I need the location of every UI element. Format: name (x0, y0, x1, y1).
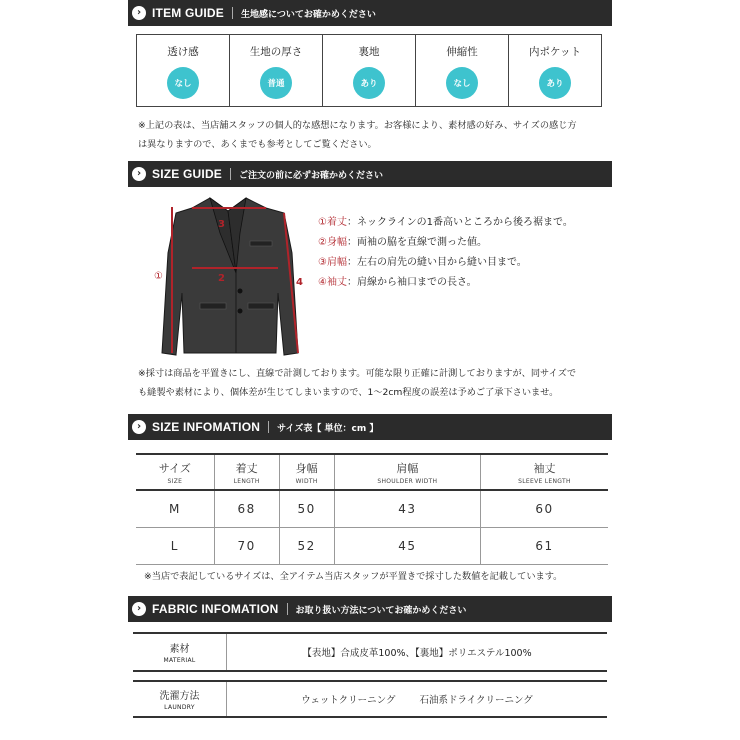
table-cell: 68 (214, 490, 279, 527)
table-cell: 50 (279, 490, 334, 527)
header-cell: 着丈 LENGTH (214, 454, 279, 490)
measure-label-4: 4 (296, 277, 303, 288)
laundry-value (227, 682, 607, 716)
legend-item (318, 273, 573, 293)
guide-cell (137, 35, 230, 106)
legend-key: ①着丈 (318, 217, 347, 228)
note-line: は異なりますので、あくまでも参考としてご覧ください。 (138, 139, 377, 150)
legend-desc: ：両袖の脇を直線で測った値。 (346, 237, 487, 248)
material-label (133, 634, 227, 670)
guide-label: 内ポケット (529, 46, 581, 58)
legend-item (318, 213, 573, 233)
table-cell: L (136, 527, 214, 564)
guide-value-badge: 普通 (260, 67, 292, 99)
item-guide-header (128, 0, 612, 26)
section-subtitle: ご注文の前に必ずお確かめください (239, 170, 384, 181)
label-en: LAUNDRY (164, 704, 195, 711)
laundry-row (133, 680, 607, 718)
size-table (136, 453, 608, 565)
guide-cell (323, 35, 416, 106)
header-cell: 袖丈 SLEEVE LENGTH (480, 454, 608, 490)
measure-label-1: ① (154, 271, 163, 282)
divider (287, 603, 288, 615)
section-subtitle: お取り扱い方法についてお確かめください (295, 605, 467, 616)
divider (232, 7, 233, 19)
table-cell: 45 (334, 527, 480, 564)
size-info-header (128, 414, 612, 440)
material-row (133, 634, 607, 672)
value-text: 【表地】合成皮革100%、【裏地】ポリエステル100% (302, 648, 532, 659)
table-cell: 52 (279, 527, 334, 564)
note-line: も縫製や素材により、個体差が生じてしまいますので、1〜2cm程度の誤差は予めご了承下さいませ。 (138, 387, 559, 398)
size-guide-header (128, 161, 612, 187)
size-table-note: ※当店で表記しているサイズは、全アイテム当店スタッフが平置きで採寸した数値を記載しています。 (144, 571, 563, 582)
value-text: ウェットクリーニング (301, 695, 396, 706)
table-header-row (136, 454, 608, 490)
guide-value-badge: あり (539, 67, 571, 99)
note-line: ※上記の表は、当店舗スタッフの個人的な感想になります。お客様により、素材感の好み、サイズの感じ方 (138, 120, 577, 131)
jacket-illustration (150, 193, 310, 365)
measure-label-2: 2 (218, 273, 225, 284)
guide-cell (509, 35, 601, 106)
guide-label: 生地の厚さ (249, 46, 303, 58)
label-en: MATERIAL (163, 657, 196, 664)
value-text: 石油系ドライクリーニング (419, 695, 533, 706)
table-cell: 61 (480, 527, 608, 564)
note-line: ※採寸は商品を平置きにし、直線で計測しております。可能な限り正確に計測しておりますが、同サイズで (138, 368, 577, 379)
size-guide-legend (318, 213, 573, 293)
section-subtitle: 生地感についてお確かめください (241, 9, 376, 20)
chevron-right-icon: › (132, 602, 146, 616)
guide-cell (416, 35, 509, 106)
section-title: SIZE GUIDE (152, 167, 223, 181)
header-cell: 肩幅 SHOULDER WIDTH (334, 454, 480, 490)
chevron-right-icon: › (132, 6, 146, 20)
guide-value-badge: なし (167, 67, 199, 99)
table-row (136, 527, 608, 564)
section-title: SIZE INFOMATION (152, 420, 261, 434)
divider (230, 168, 231, 180)
legend-desc: ：肩線から袖口までの長さ。 (346, 277, 477, 288)
legend-desc: ：左右の肩先の縫い目から縫い目まで。 (346, 257, 527, 268)
legend-key: ③肩幅 (318, 257, 347, 268)
header-cell: 身幅 WIDTH (279, 454, 334, 490)
divider (268, 421, 269, 433)
measure-label-3: 3 (218, 219, 225, 230)
section-subtitle: サイズ表【 単位：cm 】 (277, 423, 379, 434)
table-row (136, 490, 608, 527)
label-jp: 洗濯方法 (159, 691, 200, 702)
guide-value-badge: なし (446, 67, 478, 99)
guide-label: 裏地 (358, 46, 380, 58)
fabric-table (133, 632, 607, 718)
legend-key: ④袖丈 (318, 277, 347, 288)
table-cell: 43 (334, 490, 480, 527)
legend-item (318, 233, 573, 253)
laundry-label (133, 682, 227, 716)
legend-key: ②身幅 (318, 237, 347, 248)
guide-label: 透け感 (167, 46, 199, 58)
guide-value-badge: あり (353, 67, 385, 99)
guide-cell (230, 35, 323, 106)
table-cell: 60 (480, 490, 608, 527)
size-guide-note (138, 364, 608, 402)
item-guide-note (138, 116, 608, 154)
guide-label: 伸縮性 (446, 46, 478, 58)
chevron-right-icon: › (132, 420, 146, 434)
material-value (227, 634, 607, 670)
legend-desc: ：ネックラインの1番高いところから後ろ裾まで。 (346, 217, 573, 228)
legend-item (318, 253, 573, 273)
chevron-right-icon: › (132, 167, 146, 181)
fabric-info-header (128, 596, 612, 622)
label-jp: 素材 (169, 644, 190, 655)
section-title: FABRIC INFOMATION (152, 602, 279, 616)
section-title: ITEM GUIDE (152, 6, 225, 20)
header-cell: サイズ SIZE (136, 454, 214, 490)
table-cell: M (136, 490, 214, 527)
table-cell: 70 (214, 527, 279, 564)
item-guide-table (136, 34, 602, 107)
